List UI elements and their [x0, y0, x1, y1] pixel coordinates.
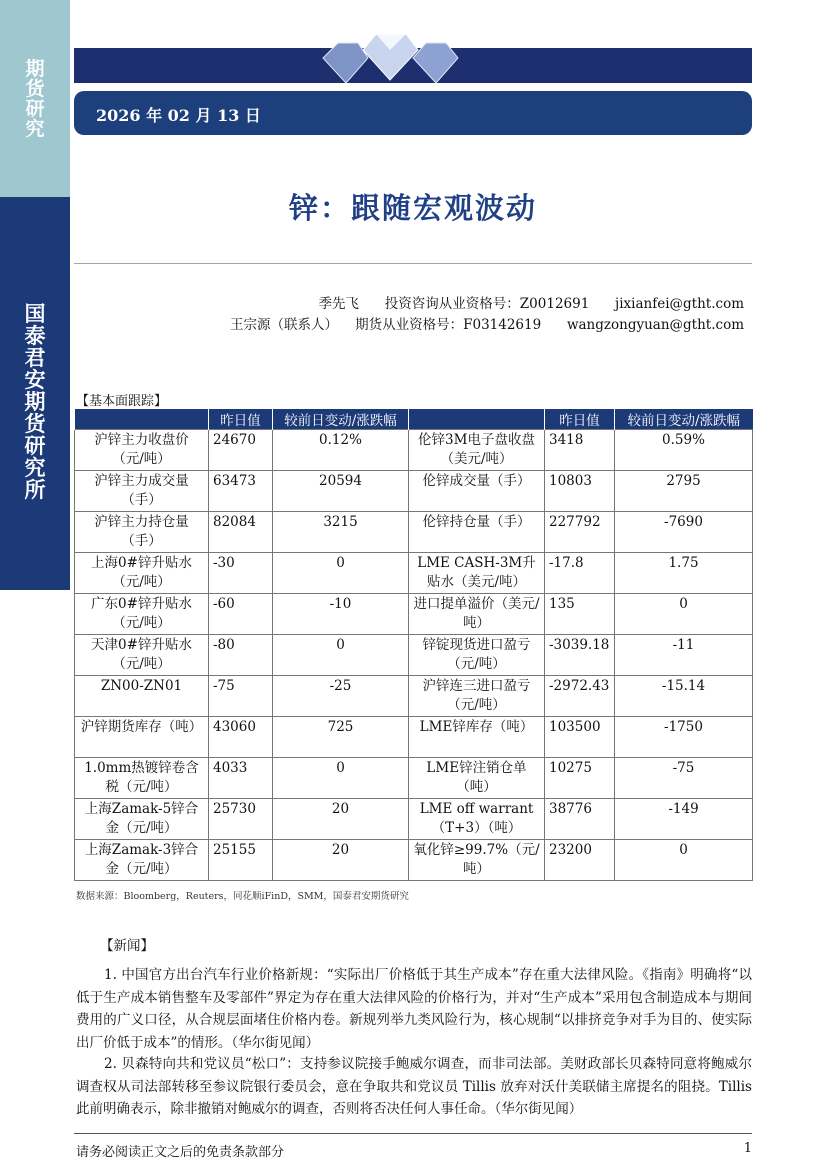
table-cell: 20: [273, 840, 409, 881]
table-cell: -3039.18: [545, 635, 615, 676]
table-row: [75, 758, 753, 799]
sidebar-institute-name: 国 泰 君 安 期 货 研 究 所: [24, 302, 46, 503]
table-cell: 上海Zamak-3锌合金（元/吨）: [75, 840, 209, 881]
table-cell: 沪锌主力收盘价（元/吨）: [75, 430, 209, 471]
table-cell: LME锌库存（吨）: [409, 717, 545, 758]
table-cell: 725: [273, 717, 409, 758]
table-cell: 沪锌期货库存（吨）: [75, 717, 209, 758]
table-cell: 10803: [545, 471, 615, 512]
divider: [74, 263, 752, 264]
table-header-row: [75, 409, 753, 430]
table-cell: 25730: [209, 799, 273, 840]
table-cell: 38776: [545, 799, 615, 840]
table-cell: 1.0mm热镀锌卷含税（元/吨）: [75, 758, 209, 799]
table-cell: LME CASH-3M升贴水（美元/吨）: [409, 553, 545, 594]
table-cell: 锌锭现货进口盈亏（元/吨）: [409, 635, 545, 676]
table-cell: 1.75: [615, 553, 753, 594]
table-row: [75, 717, 753, 758]
table-cell: 0: [273, 758, 409, 799]
table-cell: 上海Zamak-5锌合金（元/吨）: [75, 799, 209, 840]
table-cell: -17.8: [545, 553, 615, 594]
table-cell: 3418: [545, 430, 615, 471]
table-header-cell: [75, 409, 209, 430]
table-row: [75, 840, 753, 881]
table-cell: 沪锌主力成交量（手）: [75, 471, 209, 512]
table-cell: 23200: [545, 840, 615, 881]
author-line-1: 季先飞 投资咨询从业资格号：Z0012691 jixianfei@gtht.com: [318, 296, 744, 312]
table-cell: 上海0#锌升贴水（元/吨）: [75, 553, 209, 594]
table-cell: 沪锌连三进口盈亏（元/吨）: [409, 676, 545, 717]
table-cell: 沪锌主力持仓量（手）: [75, 512, 209, 553]
table-row: [75, 471, 753, 512]
table-cell: -80: [209, 635, 273, 676]
table-cell: 伦锌成交量（手）: [409, 471, 545, 512]
table-row: [75, 635, 753, 676]
table-cell: 伦锌3M电子盘收盘（美元/吨）: [409, 430, 545, 471]
section-label-fundamentals: 【基本面跟踪】: [76, 394, 168, 409]
table-cell: 227792: [545, 512, 615, 553]
table-cell: -10: [273, 594, 409, 635]
report-title: 锌：跟随宏观波动: [288, 191, 537, 225]
table-cell: -149: [615, 799, 753, 840]
table-cell: ZN00-ZN01: [75, 676, 209, 717]
table-cell: 63473: [209, 471, 273, 512]
table-row: [75, 799, 753, 840]
table-cell: 0: [615, 840, 753, 881]
page-number: 1: [743, 1141, 752, 1156]
table-cell: 103500: [545, 717, 615, 758]
table-cell: 135: [545, 594, 615, 635]
report-date: 2026 年 02 月 13 日: [96, 106, 261, 125]
table-cell: -2972.43: [545, 676, 615, 717]
table-cell: 氧化锌≥99.7%（元/吨）: [409, 840, 545, 881]
table-cell: -15.14: [615, 676, 753, 717]
table-cell: 进口提单溢价（美元/吨）: [409, 594, 545, 635]
table-header-cell: 昨日值: [545, 409, 615, 430]
data-source-note: 数据来源：Bloomberg，Reuters，同花顺iFinD，SMM，国泰君安期货研究: [76, 891, 409, 902]
table-header-cell: 较前日变动/涨跌幅: [615, 409, 753, 430]
table-cell: 24670: [209, 430, 273, 471]
table-cell: 3215: [273, 512, 409, 553]
section-label-news: 【新闻】: [100, 938, 154, 954]
sidebar: [0, 0, 70, 1169]
table-header-cell: 昨日值: [209, 409, 273, 430]
table-cell: 0: [615, 594, 753, 635]
table-cell: 广东0#锌升贴水（元/吨）: [75, 594, 209, 635]
table-cell: -75: [209, 676, 273, 717]
table-cell: 20: [273, 799, 409, 840]
table-row: [75, 553, 753, 594]
table-cell: 0.12%: [273, 430, 409, 471]
footer-divider: [74, 1133, 752, 1134]
table-cell: 25155: [209, 840, 273, 881]
table-cell: 2795: [615, 471, 753, 512]
diamond-logo-icon: [318, 28, 463, 86]
table-cell: -1750: [615, 717, 753, 758]
table-header-cell: 较前日变动/涨跌幅: [273, 409, 409, 430]
table-header-cell: [409, 409, 545, 430]
date-bar: [74, 91, 752, 135]
table-cell: 20594: [273, 471, 409, 512]
table-cell: 0: [273, 635, 409, 676]
table-cell: 天津0#锌升贴水（元/吨）: [75, 635, 209, 676]
table-cell: -11: [615, 635, 753, 676]
table-cell: LME锌注销仓单（吨）: [409, 758, 545, 799]
fundamentals-table: [74, 409, 753, 881]
table-cell: 4033: [209, 758, 273, 799]
table-row: [75, 594, 753, 635]
table-cell: 82084: [209, 512, 273, 553]
table-row: [75, 512, 753, 553]
table-cell: 0: [273, 553, 409, 594]
table-row: [75, 676, 753, 717]
table-cell: 43060: [209, 717, 273, 758]
news-paragraph-2: 2. 贝森特向共和党议员“松口”：支持参议院接手鲍威尔调查，而非司法部。美财政部长贝森特同意将鲍威尔调查权从司法部转移至参议院银行委员会，意在争取共和党议员 Tillis 放弃对沃什美联储主席提名的阻挠。Tillis 此前明确表示，除非撤销对鲍威尔的调查，否则将否决任何人事任命。（华尔街见闻）: [76, 1056, 752, 1117]
footer-disclaimer: 请务必阅读正文之后的免责条款部分: [76, 1145, 285, 1160]
table-cell: 10275: [545, 758, 615, 799]
table-cell: LME off warrant（T+3）（吨）: [409, 799, 545, 840]
table-cell: -7690: [615, 512, 753, 553]
sidebar-bottom-band: [0, 590, 70, 1169]
table-cell: -30: [209, 553, 273, 594]
table-cell: -75: [615, 758, 753, 799]
author-line-2: 王宗源（联系人） 期货从业资格号：F03142619 wangzongyuan@gtht.com: [229, 317, 744, 333]
table-cell: -60: [209, 594, 273, 635]
table-cell: 伦锌持仓量（手）: [409, 512, 545, 553]
sidebar-top-text: 期 货 研 究: [25, 58, 45, 140]
news-paragraph-1: 1. 中国官方出台汽车行业价格新规：“实际出厂价格低于其生产成本”存在重大法律风险。《指南》明确将“以低于生产成本销售整车及零部件”界定为存在重大法律风险的价格行为，并对“生产成本”采用包含制造成本与期间费用的广义口径，从合规层面堵住价格内卷。新规列举九类风险行为，核心规制“以排挤竞争对手为目的、使实际出厂价低于成本”的情形。（华尔街见闻）: [76, 967, 752, 1051]
table-row: [75, 430, 753, 471]
table-cell: 0.59%: [615, 430, 753, 471]
table-cell: -25: [273, 676, 409, 717]
